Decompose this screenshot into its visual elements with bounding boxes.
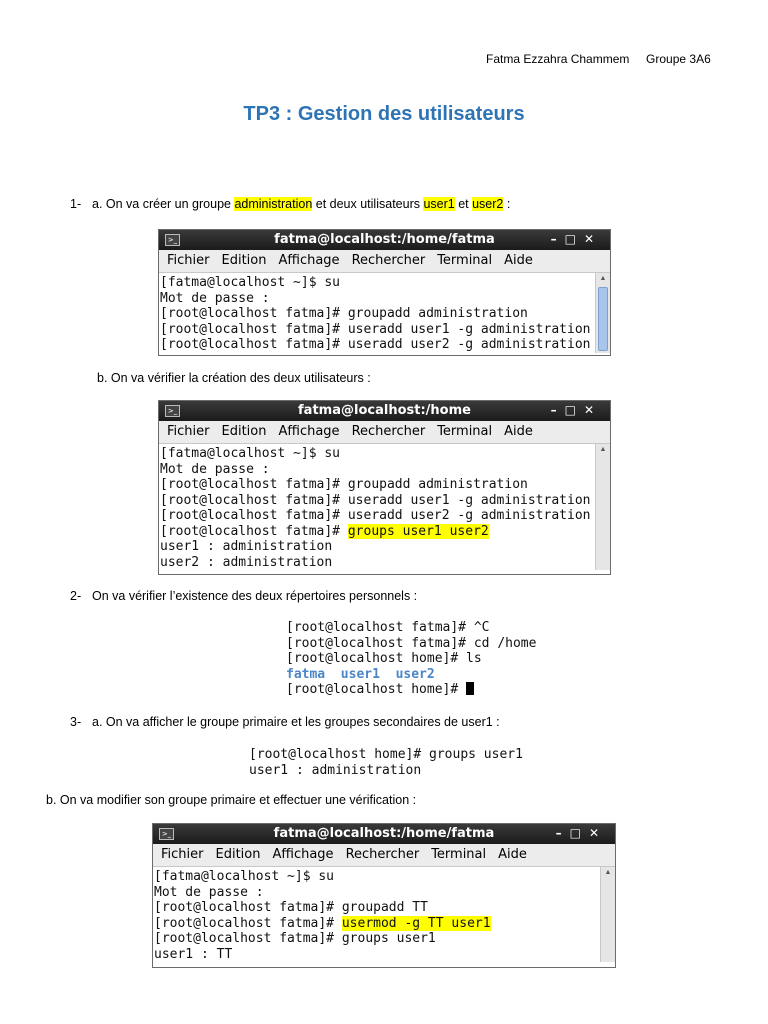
section1-text-a: a. On va créer un groupe xyxy=(92,197,235,211)
menu-aide[interactable]: Aide xyxy=(504,253,533,268)
window-controls[interactable] xyxy=(551,403,602,417)
terminal-line: [root@localhost fatma]# groupadd administration xyxy=(160,306,528,321)
highlighted-command: usermod -g TT user1 xyxy=(341,915,491,931)
group-name: Groupe 3A6 xyxy=(646,52,711,66)
terminal-menubar xyxy=(159,250,610,273)
terminal-titlebar xyxy=(159,230,610,250)
section1-number: 1- xyxy=(70,197,82,211)
terminal-menubar xyxy=(153,844,615,867)
scrollbar[interactable] xyxy=(595,273,610,353)
menu-affichage[interactable]: Affichage xyxy=(278,253,340,268)
terminal-line: [root@localhost fatma]# cd /home xyxy=(286,635,537,651)
menu-terminal[interactable]: Terminal xyxy=(437,424,493,439)
maximize-icon[interactable]: □ xyxy=(564,403,584,417)
terminal-icon: >_ xyxy=(159,828,174,840)
terminal-prompt: [root@localhost fatma]# xyxy=(154,915,342,931)
terminal-titlebar xyxy=(159,401,610,421)
terminal-line: [fatma@localhost ~]$ su xyxy=(154,869,335,884)
menu-aide[interactable]: Aide xyxy=(504,424,533,439)
section2-number: 2- xyxy=(70,589,82,603)
terminal-line: [root@localhost fatma]# groupadd TT xyxy=(154,900,428,915)
terminal-output[interactable] xyxy=(159,444,610,570)
terminal-title: fatma@localhost:/home xyxy=(298,403,471,418)
menu-edition[interactable]: Edition xyxy=(215,847,261,862)
terminal-snippet-groups xyxy=(249,747,523,778)
highlight-administration: administration xyxy=(234,197,313,211)
scrollbar-thumb[interactable] xyxy=(598,287,608,351)
menu-affichage[interactable]: Affichage xyxy=(272,847,334,862)
terminal-line: user1 : TT xyxy=(154,946,233,962)
scrollbar[interactable] xyxy=(595,444,610,570)
document-header xyxy=(486,52,711,66)
highlight-user1: user1 xyxy=(423,197,455,211)
maximize-icon[interactable]: □ xyxy=(569,826,589,840)
section1-intro xyxy=(70,197,510,211)
section2-text xyxy=(70,589,417,603)
menu-rechercher[interactable]: Rechercher xyxy=(351,424,426,439)
section3-text xyxy=(70,715,500,729)
terminal-prompt: [root@localhost fatma]# xyxy=(160,523,348,539)
section3-number: 3- xyxy=(70,715,82,729)
menu-terminal[interactable]: Terminal xyxy=(431,847,487,862)
scroll-up-icon[interactable]: ▲ xyxy=(599,446,607,453)
terminal-icon: >_ xyxy=(165,234,180,246)
terminal-line xyxy=(286,682,536,698)
window-controls[interactable] xyxy=(556,826,607,840)
menu-rechercher[interactable]: Rechercher xyxy=(345,847,420,862)
terminal-line: [root@localhost fatma]# groups user1 xyxy=(154,931,436,946)
maximize-icon[interactable]: □ xyxy=(564,232,584,246)
terminal-window-2 xyxy=(158,400,611,575)
terminal-title: fatma@localhost:/home/fatma xyxy=(273,826,495,841)
section1-text-b: et deux utilisateurs xyxy=(312,197,424,211)
terminal-line: [root@localhost fatma]# groupadd administration xyxy=(160,477,528,492)
menu-edition[interactable]: Edition xyxy=(221,253,267,268)
terminal-menubar xyxy=(159,421,610,444)
menu-affichage[interactable]: Affichage xyxy=(278,424,340,439)
menu-fichier[interactable]: Fichier xyxy=(167,253,210,268)
terminal-window-3 xyxy=(152,823,616,968)
menu-rechercher[interactable]: Rechercher xyxy=(351,253,426,268)
menu-fichier[interactable]: Fichier xyxy=(167,424,210,439)
terminal-line: Mot de passe : xyxy=(160,290,270,306)
section1-text-c: et xyxy=(454,197,473,211)
section2-label: On va vérifier l’existence des deux répertoires personnels : xyxy=(92,589,418,603)
close-icon[interactable]: ✕ xyxy=(583,403,602,417)
terminal-icon: >_ xyxy=(165,405,180,417)
highlighted-command: groups user1 user2 xyxy=(347,523,489,539)
menu-fichier[interactable]: Fichier xyxy=(161,847,204,862)
terminal-output[interactable] xyxy=(159,273,610,353)
section1-text-d: : xyxy=(503,197,511,211)
terminal-line: [fatma@localhost ~]$ su xyxy=(160,446,341,461)
cursor xyxy=(466,682,474,695)
section1-sub-b: b. On va vérifier la création des deux utilisateurs : xyxy=(97,371,371,385)
terminal-line: Mot de passe : xyxy=(160,461,270,477)
terminal-line: [root@localhost fatma]# useradd user2 -g administration xyxy=(160,337,591,352)
scrollbar[interactable] xyxy=(600,867,615,962)
scroll-up-icon[interactable]: ▲ xyxy=(604,869,612,876)
scroll-up-icon[interactable]: ▲ xyxy=(599,275,607,282)
menu-terminal[interactable]: Terminal xyxy=(437,253,493,268)
section3-label: a. On va afficher le groupe primaire et les groupes secondaires de user1 : xyxy=(92,715,500,729)
minimize-icon[interactable]: – xyxy=(555,826,570,840)
window-controls[interactable] xyxy=(551,232,602,246)
close-icon[interactable]: ✕ xyxy=(588,826,607,840)
menu-edition[interactable]: Edition xyxy=(221,424,267,439)
terminal-line: [root@localhost home]# groups user1 xyxy=(249,747,523,762)
ls-output: fatma user1 user2 xyxy=(286,666,435,682)
terminal-line: [root@localhost fatma]# ^C xyxy=(286,620,490,635)
highlight-user2: user2 xyxy=(472,197,504,211)
terminal-line: user2 : administration xyxy=(160,554,333,570)
page-title: TP3 : Gestion des utilisateurs xyxy=(243,103,525,125)
terminal-titlebar xyxy=(153,824,615,844)
terminal-line: [root@localhost fatma]# useradd user1 -g administration xyxy=(160,492,591,508)
terminal-snippet-ls xyxy=(286,620,536,698)
terminal-line xyxy=(160,524,610,540)
terminal-line: [root@localhost fatma]# useradd user1 -g administration xyxy=(160,321,591,337)
terminal-line: [root@localhost home]# ls xyxy=(286,651,482,666)
section3-sub-b: b. On va modifier son groupe primaire et effectuer une vérification : xyxy=(46,793,417,807)
terminal-prompt: [root@localhost home]# xyxy=(286,682,467,697)
terminal-line: [fatma@localhost ~]$ su xyxy=(160,275,341,290)
menu-aide[interactable]: Aide xyxy=(498,847,527,862)
terminal-line: user1 : administration xyxy=(249,762,422,778)
terminal-line: Mot de passe : xyxy=(154,884,264,900)
terminal-window-1 xyxy=(158,229,611,356)
terminal-title: fatma@localhost:/home/fatma xyxy=(274,232,495,247)
terminal-line xyxy=(154,916,615,932)
terminal-line: [root@localhost fatma]# useradd user2 -g administration xyxy=(160,508,591,523)
minimize-icon[interactable]: – xyxy=(550,232,565,246)
terminal-output[interactable] xyxy=(153,867,615,962)
minimize-icon[interactable]: – xyxy=(550,403,565,417)
close-icon[interactable]: ✕ xyxy=(583,232,602,246)
author-name: Fatma Ezzahra Chammem xyxy=(486,52,630,66)
terminal-line: user1 : administration xyxy=(160,539,333,554)
